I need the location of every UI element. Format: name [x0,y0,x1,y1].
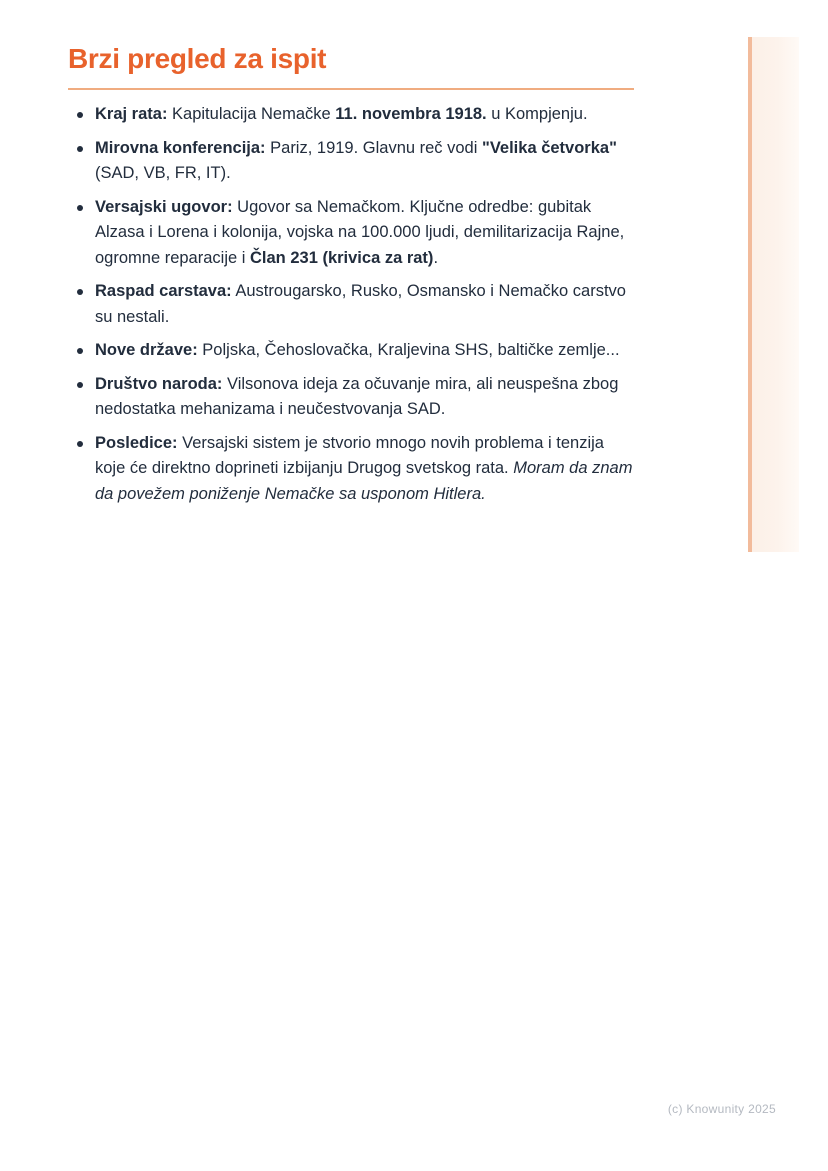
list-item [68,195,634,272]
text-segment-normal: . [433,248,439,267]
list-item [68,431,634,508]
text-segment-bold: Posledice: [95,433,178,452]
text-segment-normal: Versajski sistem je stvorio mnogo novih problema i tenzija koje će direktno doprineti izbijanju Drugog svetskog rata. [95,433,604,477]
text-segment-normal: Austrougarsko, Rusko, Osmansko i Nemačko carstvo su nestali. [95,282,626,326]
list-item [68,136,634,187]
text-segment-normal: Poljska, Čehoslovačka, Kraljevina SHS, baltičke zemlje... [197,341,620,359]
page-title: Brzi pregled za ispit [68,43,327,74]
text-segment-bold: Nove države: [95,341,198,359]
text-segment-italic: Moram da znam da povežem poniženje Nemačke sa usponom Hitlera. [95,459,633,503]
text-segment-bold: Raspad carstava: [95,282,232,300]
text-segment-normal: Ugovor sa Nemačkom. Ključne odredbe: gubitak Alzasa i Lorena i kolonija, vojska na 100.000 ljudi, demilitarizacija Rajne, ogromne reparacije i [95,197,625,267]
text-segment-bold: Društvo naroda: [95,374,223,393]
text-segment-bold: "Velika četvorka" [482,138,617,157]
content-area [68,42,634,515]
text-segment-normal: (SAD, VB, FR, IT). [95,164,231,182]
title-divider [68,88,634,90]
text-segment-normal: Vilsonova ideja za očuvanje mira, ali neuspešna zbog nedostatka mehanizama i neučestvovanja SAD. [95,374,619,418]
text-segment-bold: 11. novembra 1918. [335,105,487,123]
page-edge-decoration [748,37,799,552]
list-item [68,372,634,423]
text-segment-normal: Pariz, 1919. Glavnu reč vodi [265,138,482,157]
summary-list [68,102,634,507]
text-segment-bold: Kraj rata: [95,105,168,123]
list-item [68,279,634,330]
text-segment-normal: Kapitulacija Nemačke [167,105,336,123]
list-item [68,338,634,364]
list-item [68,102,634,128]
text-segment-bold: Versajski ugovor: [95,197,233,216]
text-segment-bold: Mirovna konferencija: [95,138,266,157]
text-segment-normal: u Kompjenju. [486,105,588,123]
text-segment-bold: Član 231 (krivica za rat) [250,248,434,267]
copyright-footer: (c) Knowunity 2025 [667,1102,776,1116]
